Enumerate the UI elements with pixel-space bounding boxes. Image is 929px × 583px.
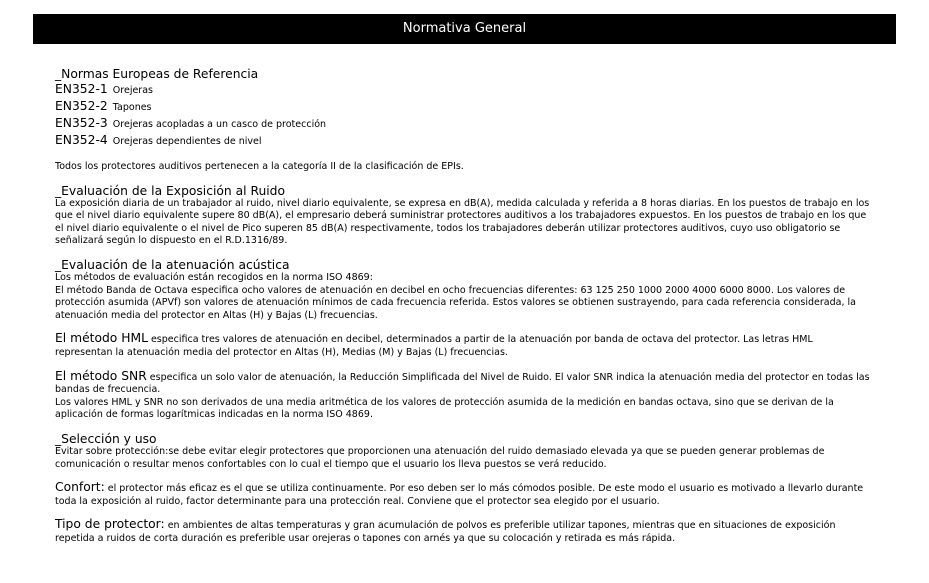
normas-list xyxy=(55,81,873,149)
hml-lead: El método HML xyxy=(55,331,148,346)
norma-desc: Orejeras dependientes de nivel xyxy=(112,136,262,147)
norma-item xyxy=(55,132,873,149)
norma-item xyxy=(55,81,873,98)
snr-text: especifica un solo valor de atenuación, la Reducción Simplificada del Nivel de Ruido. El valor SNR indica la atenuación media del protector en todas las bandas de frecuencia. Los valores HML y SNR no son derivados de una media aritmética de los valores de protección asumida de la medición en bandas octava, sino que se derivan de la aplicación de formas logarítmicas indicadas en la norma ISO 4869. xyxy=(55,371,870,421)
tipo-lead: Tipo de protector: xyxy=(55,517,165,532)
tipo-paragraph xyxy=(55,518,873,545)
norma-desc: Orejeras acopladas a un casco de protección xyxy=(112,119,327,130)
normas-heading: _Normas Europeas de Referencia xyxy=(55,67,259,81)
confort-paragraph xyxy=(55,481,873,508)
norma-code: EN352-4 xyxy=(55,133,108,147)
main-content xyxy=(55,67,873,545)
norma-item xyxy=(55,115,873,132)
hml-text: especifica tres valores de atenuación en decibel, determinados a partir de la atenuación por banda de octava del protector. Las letras HML representan la atenuación media del protector en Altas (H), Medias (M) y Bajas (L) frecuencias. xyxy=(55,334,813,358)
hml-paragraph xyxy=(55,332,873,359)
confort-text: el protector más eficaz es el que se utiliza continuamente. Por eso deben ser lo más cómodos posible. De este modo el usuario es motivado a llevarlo durante toda la exposición al ruido, factor determinante para una protección real. Conviene que el protector sea elegido por el usuario. xyxy=(55,483,864,507)
evaluacion-text: La exposición diaria de un trabajador al ruido, nivel diario equivalente, se expresa en dB(A), medida calculada y referida a 8 horas diarias. En los puestos de trabajo en los que el nivel diario equivalente supere 80 dB(A), el empresario deberá suministrar protectores auditivos a los trabajadores expuestos. En los puestos de trabajo en los que el nivel diario equivalente o el nivel de Pico superen 85 dB(A) respectivamente, todos los trabajadores deberán utilizar protectores auditivos, cuyo uso obligatorio se señalizará según lo dispuesto en el R.D.1316/89. xyxy=(55,197,870,247)
snr-lead: El método SNR xyxy=(55,368,147,383)
seleccion-text: Evitar sobre protección:se debe evitar elegir protectores que proporcionen una atenuación del ruido demasiado elevada ya que se pueden generar problemas de comunicación o resultar menos confortables con lo cual el tiempo que el usuario los lleva puestos se verá reducido. xyxy=(55,445,825,470)
page-title: Normativa General xyxy=(402,21,527,36)
evaluacion-heading: _Evaluación de la Exposición al Ruido xyxy=(55,183,286,198)
seleccion-heading: _Selección y uso xyxy=(55,431,157,446)
norma-desc: Orejeras xyxy=(112,85,153,96)
norma-code: EN352-1 xyxy=(55,82,108,96)
normas-note: Todos los protectores auditivos pertenecen a la categoría II de la clasificación de EPIs. xyxy=(55,161,464,172)
atenuacion-heading: _Evaluación de la atenuación acústica xyxy=(55,257,290,272)
page-title-bar xyxy=(33,14,896,44)
norma-code: EN352-2 xyxy=(55,99,108,113)
norma-desc: Tapones xyxy=(112,102,152,113)
tipo-text: en ambientes de altas temperaturas y gran acumulación de polvos es preferible utilizar tapones, mientras que en situaciones de exposición repetida a ruidos de corta duración es preferible usar orejeras o tapones con arnés ya que su colocación y retirada es más rápida. xyxy=(55,520,836,544)
norma-item xyxy=(55,98,873,115)
snr-paragraph xyxy=(55,370,873,422)
atenuacion-text: Los métodos de evaluación están recogidos en la norma ISO 4869: El método Banda de Octava especifica ocho valores de atenuación en decibel en ocho frecuencias diferentes: 63 125 250 1000 2000 4000 6000 8000. Los valores de protección asumida (APVf) son valores de atenuación mínimos de cada frecuencia referida. Estos valores se obtienen sustrayendo, para cada referencia considerada, la atenuación media del protector en Altas (H) y Bajas (L) frecuencias. xyxy=(55,271,856,321)
norma-code: EN352-3 xyxy=(55,116,108,130)
confort-lead: Confort: xyxy=(55,480,105,495)
